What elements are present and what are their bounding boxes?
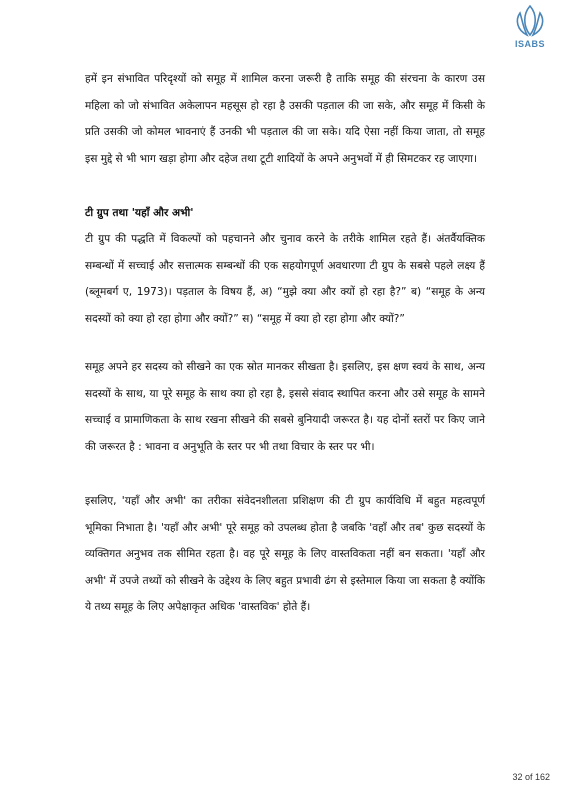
paragraph-1: हमें इन संभावित परिदृश्यों को समूह में शामिल करना जरूरी है ताकि समूह की संरचना के कारण उस महिला को जो संभावित अकेलापन महसूस हो रहा है उसकी पड़ताल की जा सके, और समूह में किसी के प्रति उसकी जो कोमल भावनाएं हैं उनकी भी पड़ताल की जा सके। यदि ऐसा नहीं किया जाता, तो समूह इस मुद्दे से भी भाग खड़ा होगा और दहेज तथा टूटी शादियों के अपने अनुभवों में ही सिमटकर रह जाएगा। [85, 73, 485, 165]
paragraph-2: टी ग्रुप की पद्धति में विकल्पों को पहचानने और चुनाव करने के तरीके शामिल रहते हैं। अंतर्वैयक्तिक सम्बन्धों में सच्चाई और सत्तात्मक सम्बन्धों की एक सहयोगपूर्ण अवधारणा टी ग्रुप के सबसे पहले लक्ष्य हैं (ब्लूमबर्ग ए, 1973)। पड़ताल के विषय हैं, अ) “मुझे क्या और क्यों हो रहा है?” ब) “समूह के अन्य सदस्यों को क्या हो रहा होगा और क्यों?” स) “समूह में क्या हो रहा होगा और क्यों?” [85, 233, 485, 325]
page-number: 32 of 162 [512, 772, 550, 782]
isabs-logo [510, 4, 550, 52]
section-heading: टी ग्रुप तथा 'यहाँ और अभी' [85, 207, 194, 219]
lotus-icon [512, 4, 548, 38]
page-content [85, 66, 485, 621]
paragraph-4: इसलिए, 'यहाँ और अभी' का तरीका संवेदनशीलता प्रशिक्षण की टी ग्रुप कार्यविधि में बहुत महत्वपूर्ण भूमिका निभाता है। 'यहाँ और अभी' पूरे समूह को उपलब्ध होता है जबकि 'वहाँ और तब' कुछ सदस्यों के व्यक्तिगत अनुभव तक सीमित रहता है। वह पूरे समूह के लिए वास्तविकता नहीं बन सकता। 'यहाँ और अभी' में उपजे तथ्यों को सीखने के उद्देश्य के लिए बहुत प्रभावी ढंग से इस्तेमाल किया जा सकता है क्योंकि ये तथ्य समूह के लिए अपेक्षाकृत अधिक 'वास्तविक' होते हैं। [85, 495, 485, 613]
paragraph-3: समूह अपने हर सदस्य को सीखने का एक स्रोत मानकर सीखता है। इसलिए, इस क्षण स्वयं के साथ, अन्य सदस्यों के साथ, या पूरे समूह के साथ क्या हो रहा है, इससे संवाद स्थापित करना और उसे समूह के सामने सच्चाई व प्रामाणिकता के साथ रखना सीखने की सबसे बुनियादी जरूरत है। यह दोनों स्तरों पर किए जाने की जरूरत है : भावना व अनुभूति के स्तर पर भी तथा विचार के स्तर पर भी। [85, 361, 485, 453]
logo-text: ISABS [514, 39, 545, 49]
